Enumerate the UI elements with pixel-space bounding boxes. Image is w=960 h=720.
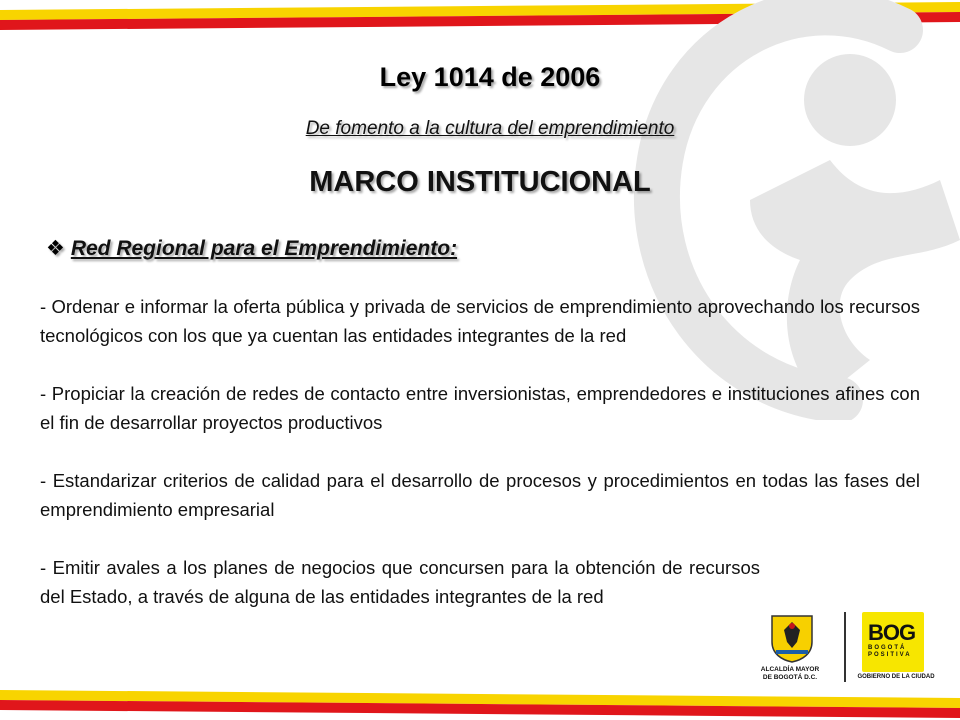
slide-title: Ley 1014 de 2006 xyxy=(379,62,601,92)
alcaldia-crest-icon xyxy=(764,612,820,664)
heading-text: Red Regional para el Emprendimiento: xyxy=(70,237,458,260)
slide-subtitle: De fomento a la cultura del emprendimiento xyxy=(305,118,675,139)
bogota-positiva-logo xyxy=(862,612,924,672)
paragraph-4: - Emitir avales a los planes de negocios que concursen para la obtención de recursos del Estado, a través de alguna de las entidades integrantes de la red xyxy=(40,557,760,607)
section-title: MARCO INSTITUCIONAL xyxy=(309,166,651,198)
bottom-color-stripes xyxy=(0,688,960,720)
gobierno-label: GOBIERNO DE LA CIUDAD xyxy=(857,674,935,680)
alcaldia-label: ALCALDÍA MAYOR DE BOGOTÁ D.C. xyxy=(760,666,820,681)
diamond-bullet-icon: ❖ xyxy=(46,237,65,260)
section-heading xyxy=(46,236,457,261)
bog-subtext: BOGOTÁ POSITIVA xyxy=(868,645,912,658)
paragraph-2: - Propiciar la creación de redes de contacto entre inversionistas, emprendedores e instituciones afines con el fin de desarrollar proyectos productivos xyxy=(40,383,920,433)
logo-divider xyxy=(844,612,846,682)
paragraph-3: - Estandarizar criterios de calidad para el desarrollo de procesos y procedimientos en todas las fases del emprendimiento empresarial xyxy=(40,470,920,520)
body-text xyxy=(40,292,920,640)
paragraph-1: - Ordenar e informar la oferta pública y privada de servicios de emprendimiento aprovechando los recursos tecnológicos con los que ya cuentan las entidades integrantes de la red xyxy=(40,296,920,346)
bog-text: BOG xyxy=(868,620,916,645)
